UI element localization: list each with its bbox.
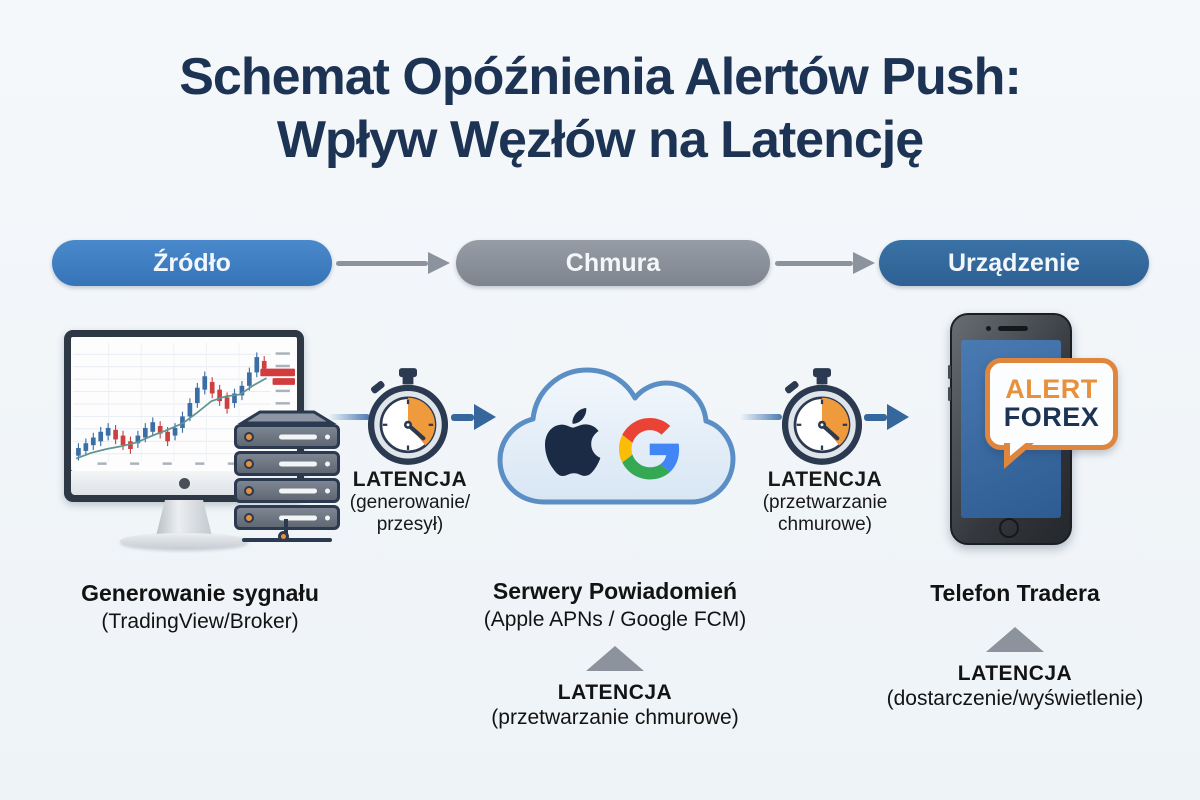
page-title — [0, 46, 1200, 173]
source-caption-title: Generowanie sygnału — [81, 580, 319, 606]
monitor-logo-dot — [179, 478, 190, 489]
bubble-line1: ALERT — [1005, 374, 1098, 405]
stage-pill-source-label: Źródło — [153, 248, 231, 277]
server-bar — [279, 461, 317, 466]
server-led — [244, 513, 254, 523]
latency-detail-line1: (generowanie/ — [349, 492, 471, 513]
phone-home-button — [999, 518, 1019, 538]
stopwatch-icon — [777, 368, 867, 469]
latency-detail-line2: chmurowe) — [778, 514, 872, 536]
cloud-caption-sub: (Apple APNs / Google FCM) — [483, 608, 747, 631]
stage-pill-device — [879, 240, 1149, 286]
phone-side-button — [948, 365, 951, 379]
latency-detail-line2: przesył) — [376, 514, 444, 536]
device-caption — [860, 580, 1170, 711]
stage-pill-cloud — [456, 240, 770, 286]
cloud-caption — [440, 578, 790, 730]
stage-pill-source — [52, 240, 332, 286]
server-led — [244, 486, 254, 496]
device-caption-title: Telefon Tradera — [930, 580, 1100, 606]
up-triangle-icon — [586, 646, 644, 671]
cloud-caption-title: Serwery Powiadomień — [492, 578, 738, 604]
phone-speaker — [998, 326, 1028, 331]
up-triangle-icon — [986, 627, 1044, 652]
arrow-shaft — [336, 261, 428, 266]
stage-pill-cloud-label: Chmura — [565, 248, 661, 277]
server-dot — [325, 461, 330, 466]
server-led — [244, 432, 254, 442]
arrow-head — [887, 404, 909, 430]
device-latency-detail: (dostarczenie/wyświetlenie) — [886, 687, 1144, 710]
stopwatch-icon — [363, 368, 453, 469]
latency-title: LATENCJA — [352, 468, 468, 491]
arrow-shaft — [775, 261, 853, 266]
cloud-latency-detail: (przetwarzanie chmurowe) — [491, 706, 739, 729]
arrow-icon — [336, 252, 450, 274]
monitor-base — [120, 533, 248, 549]
source-caption-sub: (TradingView/Broker) — [101, 610, 299, 633]
cloud-icon — [488, 352, 738, 530]
device-latency-title: LATENCJA — [957, 662, 1073, 685]
page-title-line1: Schemat Opóźnienia Alertów Push: — [179, 48, 1021, 106]
server-bar — [279, 434, 317, 439]
bubble-line2: FOREX — [1003, 402, 1100, 432]
lead-line — [740, 414, 782, 420]
server-dot — [325, 434, 330, 439]
cloud-latency-title: LATENCJA — [557, 681, 673, 704]
link-source-cloud-latency — [320, 468, 500, 537]
server-bar — [279, 488, 317, 493]
arrow-head — [428, 252, 450, 274]
arrow-shaft — [451, 414, 474, 421]
server-top-face — [234, 410, 340, 424]
source-caption — [40, 580, 360, 634]
alert-bubble-icon — [985, 358, 1118, 450]
phone-camera — [986, 326, 991, 331]
server-led — [244, 459, 254, 469]
price-alert-tag — [260, 369, 295, 377]
latency-detail-line1: (przetwarzanie — [762, 492, 888, 513]
server-unit — [234, 424, 340, 449]
phone-side-button — [948, 387, 951, 401]
price-tag — [273, 378, 295, 385]
arrow-head — [853, 252, 875, 274]
arrow-icon — [775, 252, 875, 274]
link-cloud-device-latency — [735, 468, 915, 537]
stage-pill-device-label: Urządzenie — [948, 248, 1080, 277]
page-title-line2: Wpływ Węzłów na Latencję — [276, 111, 924, 170]
arrow-shaft — [864, 414, 887, 421]
bubble-tail-inner — [1010, 441, 1028, 456]
latency-title: LATENCJA — [767, 468, 883, 491]
monitor-stand — [156, 500, 212, 536]
arrow-icon — [864, 404, 909, 430]
network-node-dot — [278, 531, 289, 542]
